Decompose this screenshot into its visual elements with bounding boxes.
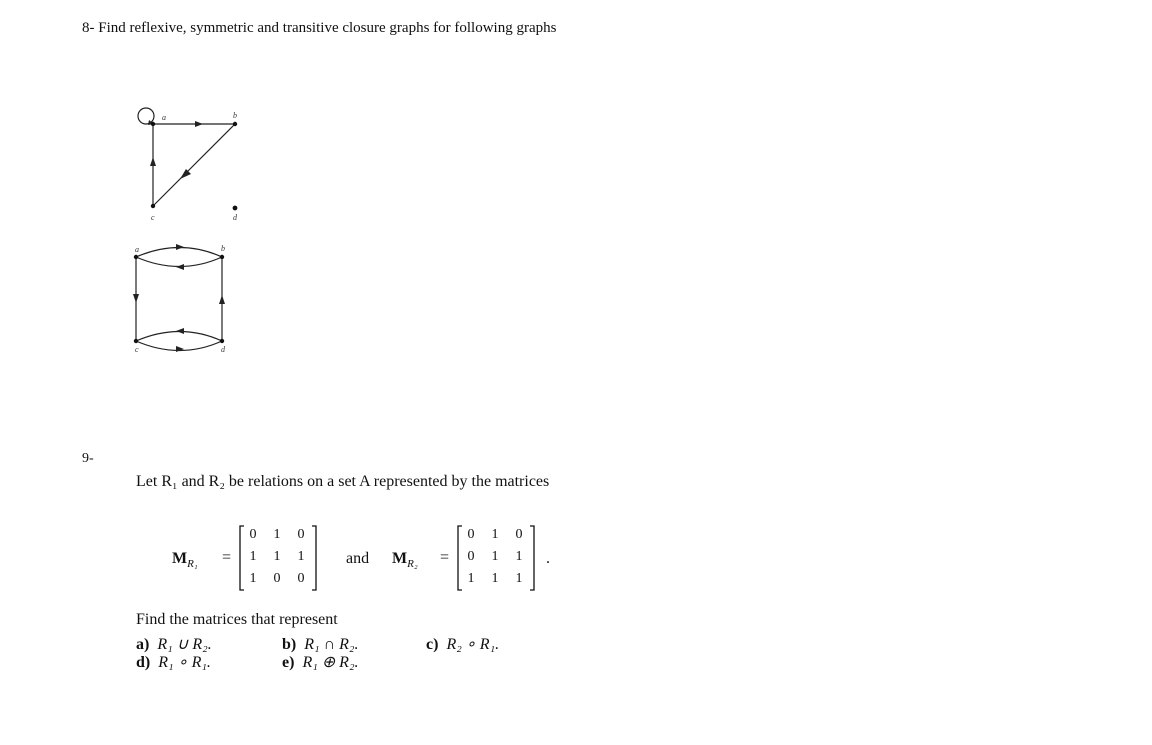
- vertex-d: [220, 339, 224, 343]
- vertex-label-b: b: [233, 111, 237, 120]
- matrix-2-cell: 1: [515, 549, 523, 564]
- matrix-1-equals: =: [222, 549, 232, 566]
- question-9-number: 9-: [82, 451, 94, 466]
- vertex-b: [220, 255, 224, 259]
- edge-a-b: [136, 248, 222, 258]
- vertex-c: [134, 339, 138, 343]
- edge-b-a-arrowhead: [176, 264, 184, 270]
- part-d-letter: d): [136, 654, 151, 671]
- edge-loop-a-a: [138, 108, 154, 124]
- matrix-2-cell: 1: [467, 571, 475, 586]
- edge-d-c: [136, 332, 222, 342]
- edge-c-a-arrowhead: [150, 157, 156, 166]
- part-d-expr: R₁ ∘ R₁.: [158, 654, 211, 671]
- edge-b-c: [153, 124, 235, 206]
- vertex-label-d: d: [221, 345, 225, 354]
- matrix-2-label-sub: R₂: [407, 558, 418, 571]
- edge-b-c-arrowhead: [180, 169, 191, 179]
- edge-a-b-arrowhead: [195, 121, 203, 127]
- vertex-label-d: d: [233, 213, 237, 222]
- matrix-1-cell: 1: [273, 549, 281, 564]
- edge-b-a: [136, 257, 222, 267]
- matrix-2-cell: 0: [515, 527, 523, 542]
- part-a-expr: R₁ ∪ R₂.: [157, 636, 212, 653]
- matrix-2-cell: 1: [491, 549, 499, 564]
- question-8-title: 8- Find reflexive, symmetric and transitive closure graphs for following graphs: [82, 20, 557, 36]
- matrix-2-cell: 1: [491, 527, 499, 542]
- matrix-1-cell: 0: [297, 571, 305, 586]
- matrix-2-cell: 0: [467, 527, 475, 542]
- matrix-1-cell: 0: [297, 527, 305, 542]
- graph-1: [100, 96, 260, 230]
- matrix-2-cell: 1: [491, 571, 499, 586]
- matrix-1: [238, 524, 320, 592]
- matrix-2-cell: 0: [467, 549, 475, 564]
- matrix-2-equals: =: [440, 549, 450, 566]
- vertex-label-a: a: [162, 113, 166, 122]
- matrix-2-label: [392, 549, 418, 574]
- vertex-label-b: b: [221, 244, 225, 253]
- edge-d-c-arrowhead: [176, 328, 184, 334]
- edge-a-c-arrowhead: [133, 294, 139, 303]
- part-e-letter: e): [282, 654, 295, 671]
- part-b-letter: b): [282, 636, 297, 653]
- connector-and: and: [346, 550, 370, 567]
- vertex-b: [233, 122, 237, 126]
- vertex-label-c: c: [151, 213, 155, 222]
- part-d: [136, 653, 211, 673]
- matrix-1-cell: 1: [297, 549, 305, 564]
- matrix-2: [456, 524, 538, 592]
- matrix-1-cell: 0: [273, 571, 281, 586]
- matrix-1-cell: 1: [273, 527, 281, 542]
- part-e: [282, 653, 359, 673]
- part-a-letter: a): [136, 636, 150, 653]
- graph-2: [100, 238, 260, 362]
- matrix-1-label-main: M: [172, 550, 188, 567]
- part-a: [136, 635, 212, 655]
- vertex-a: [151, 122, 155, 126]
- edge-d-b-arrowhead: [219, 295, 225, 304]
- matrix-2-cell: 1: [515, 571, 523, 586]
- matrix-1-cell: 1: [249, 571, 257, 586]
- vertex-label-c: c: [135, 345, 139, 354]
- vertex-c: [151, 204, 155, 208]
- matrix-1-cell: 1: [249, 549, 257, 564]
- matrix-1-label: [172, 549, 198, 574]
- part-c-letter: c): [426, 636, 439, 653]
- vertex-label-a: a: [135, 245, 139, 254]
- matrix-1-label-sub: R₁: [187, 558, 198, 571]
- part-c-expr: R₂ ∘ R₁.: [446, 636, 500, 653]
- part-b-expr: R₁ ∩ R₂.: [304, 636, 359, 653]
- trailing-period: .: [546, 550, 550, 567]
- matrix-2-label-main: M: [392, 550, 408, 567]
- edge-a-b-arrowhead: [176, 244, 184, 250]
- vertex-a: [134, 255, 138, 259]
- part-e-expr: R₁ ⊕ R₂.: [302, 654, 359, 671]
- part-c: [426, 635, 499, 655]
- matrix-1-cell: 0: [249, 527, 257, 542]
- vertex-d: [233, 206, 238, 211]
- matrix-equation: [172, 524, 592, 594]
- part-b: [282, 635, 358, 655]
- find-instruction: Find the matrices that represent: [136, 611, 338, 628]
- problem-intro: Let R₁ and R₂ be relations on a set A represented by the matrices: [136, 473, 550, 490]
